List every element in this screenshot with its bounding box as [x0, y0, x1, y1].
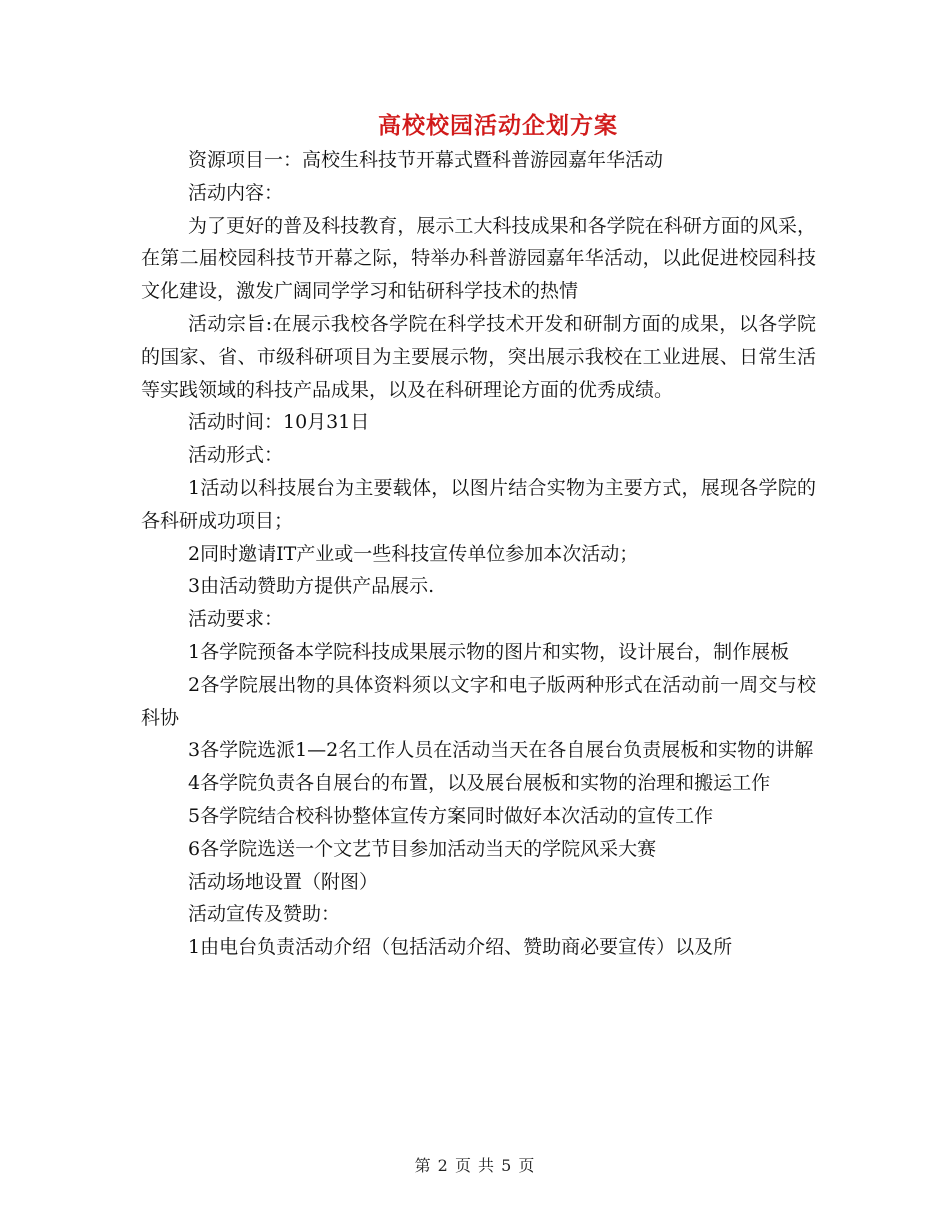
paragraph: 3各学院选派1—2名工作人员在活动当天在各自展台负责展板和实物的讲解: [188, 739, 814, 762]
paragraph: 为了更好的普及科技教育，展示工大科技成果和各学院在科研方面的风采，在第二届校园科技节开幕之际，特举办科普游园嘉年华活动，以此促进校园科技文化建设，激发广阔同学学习和钻研科学技术的热情: [141, 214, 816, 303]
paragraph: 活动场地设置（附图）: [188, 870, 379, 893]
paragraph: 4各学院负责各自展台的布置，以及展台展板和实物的治理和搬运工作: [188, 772, 771, 795]
paragraph: 1各学院预备本学院科技成果展示物的图片和实物，设计展台，制作展板: [188, 640, 790, 663]
paragraph: 活动宣传及赞助：: [188, 903, 341, 926]
paragraph: 资源项目一：高校生科技节开幕式暨科普游园嘉年华活动: [188, 149, 664, 171]
paragraph: 6各学院选送一个文艺节目参加活动当天的学院风采大赛: [188, 837, 657, 860]
paragraph: 活动内容：: [188, 181, 284, 204]
paragraph: 3由活动赞助方提供产品展示.: [188, 575, 435, 598]
paragraph: 活动要求：: [188, 608, 284, 631]
paragraph: 1由电台负责活动介绍（包括活动介绍、赞助商必要宣传）以及所: [188, 936, 733, 959]
paragraph: 活动形式：: [188, 444, 284, 467]
document-body: [141, 144, 816, 964]
paragraph: 活动宗旨:在展示我校各学院在科学技术开发和研制方面的成果，以各学院的国家、省、市级科研项目为主要展示物，突出展示我校在工业进展、日常生活等实践领域的科技产品成果，以及在科研理论方面的优秀成绩。: [141, 312, 816, 401]
document-title: 高校校园活动企划方案: [378, 112, 618, 139]
paragraph: 活动时间：10月31日: [188, 411, 370, 434]
paragraph: 2各学院展出物的具体资料须以文字和电子版两种形式在活动前一周交与校科协: [141, 673, 816, 729]
paragraph: 5各学院结合校科协整体宣传方案同时做好本次活动的宣传工作: [188, 804, 714, 827]
paragraph: 1活动以科技展台为主要载体，以图片结合实物为主要方式，展现各学院的各科研成功项目；: [141, 476, 816, 532]
paragraph: 2同时邀请IT产业或一些科技宣传单位参加本次活动；: [188, 542, 639, 565]
page-footer: 第 2 页 共 5 页: [414, 1156, 536, 1175]
